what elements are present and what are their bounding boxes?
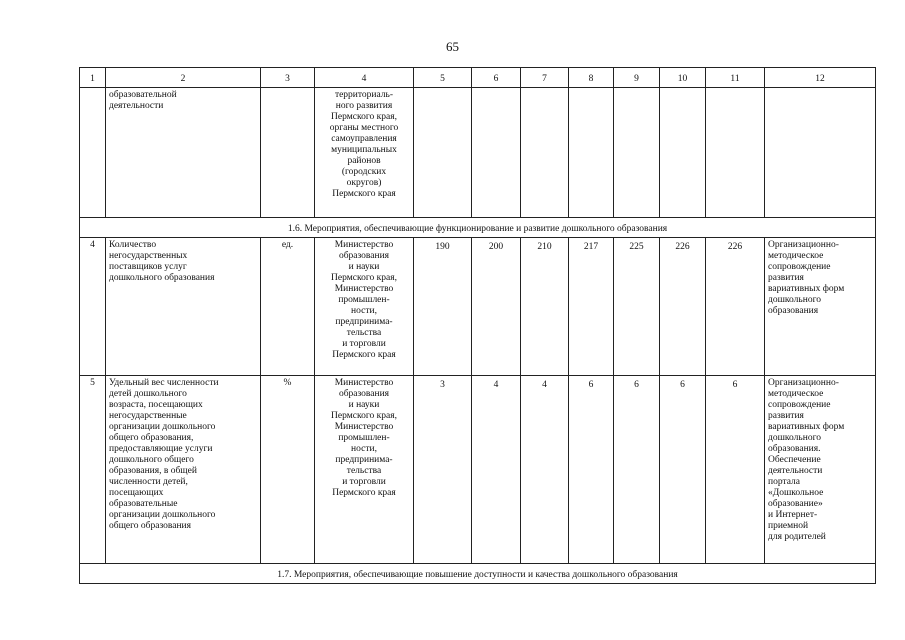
value-cell: 6 — [660, 376, 706, 564]
column-header: 10 — [660, 68, 706, 88]
unit-cell — [261, 88, 315, 218]
responsible-cell: Министерство образования и науки Пермского края, Министерство промышлен- ности, предпринима- тельства и торговли Пермского края — [315, 238, 414, 376]
value-cell: 6 — [706, 376, 765, 564]
value-cell — [614, 88, 660, 218]
value-cell — [472, 88, 521, 218]
value-cell: 6 — [569, 376, 614, 564]
section-heading-1-7: 1.7. Мероприятия, обеспечивающие повышение доступности и качества дошкольного образования — [80, 564, 876, 584]
column-header: 12 — [765, 68, 876, 88]
column-header: 4 — [315, 68, 414, 88]
section-heading-row — [80, 564, 876, 584]
value-cell — [660, 88, 706, 218]
table-row — [80, 238, 876, 376]
value-cell: 200 — [472, 238, 521, 376]
value-cell: 226 — [706, 238, 765, 376]
value-cell: 4 — [521, 376, 569, 564]
value-cell — [521, 88, 569, 218]
column-header-row — [80, 68, 876, 88]
column-header: 1 — [80, 68, 106, 88]
value-cell: 4 — [472, 376, 521, 564]
responsible-cell: территориаль- ного развития Пермского края, органы местного самоуправления муниципальных районов (городских округов) Пермского края — [315, 88, 414, 218]
value-cell: 3 — [414, 376, 472, 564]
unit-cell: ед. — [261, 238, 315, 376]
row-number-cell: 5 — [80, 376, 106, 564]
value-cell: 190 — [414, 238, 472, 376]
value-cell: 210 — [521, 238, 569, 376]
value-cell — [706, 88, 765, 218]
column-header: 11 — [706, 68, 765, 88]
column-header: 2 — [106, 68, 261, 88]
page-number: 65 — [446, 39, 459, 54]
measures-cell — [765, 88, 876, 218]
indicators-table — [79, 67, 876, 584]
table-row — [80, 376, 876, 564]
indicator-cell: Удельный вес численности детей дошкольного возраста, посещающих негосударственные организации дошкольного общего образования, предоставляющие услуги дошкольного общего образования, в общей численности детей, посещающих образовательные организации дошкольного общего образования — [106, 376, 261, 564]
section-heading-1-6: 1.6. Мероприятия, обеспечивающие функционирование и развитие дошкольного образования — [80, 218, 876, 238]
column-header: 3 — [261, 68, 315, 88]
value-cell: 6 — [614, 376, 660, 564]
value-cell — [569, 88, 614, 218]
responsible-cell: Министерство образования и науки Пермского края, Министерство промышлен- ности, предпринима- тельства и торговли Пермского края — [315, 376, 414, 564]
column-header: 5 — [414, 68, 472, 88]
column-header: 6 — [472, 68, 521, 88]
row-number-cell — [80, 88, 106, 218]
indicator-cell: Количество негосударственных поставщиков услуг дошкольного образования — [106, 238, 261, 376]
column-header: 7 — [521, 68, 569, 88]
value-cell: 226 — [660, 238, 706, 376]
column-header: 9 — [614, 68, 660, 88]
value-cell: 225 — [614, 238, 660, 376]
value-cell: 217 — [569, 238, 614, 376]
row-number-cell: 4 — [80, 238, 106, 376]
value-cell — [414, 88, 472, 218]
section-heading-row — [80, 218, 876, 238]
measures-cell: Организационно- методическое сопровождение развития вариативных форм дошкольного образования — [765, 238, 876, 376]
column-header: 8 — [569, 68, 614, 88]
measures-cell: Организационно- методическое сопровождение развития вариативных форм дошкольного образования. Обеспечение деятельности портала «Дошкольное образование» и Интернет- приемной для родителей — [765, 376, 876, 564]
table-row-continuation — [80, 88, 876, 218]
indicator-cell: образовательной деятельности — [106, 88, 261, 218]
unit-cell: % — [261, 376, 315, 564]
